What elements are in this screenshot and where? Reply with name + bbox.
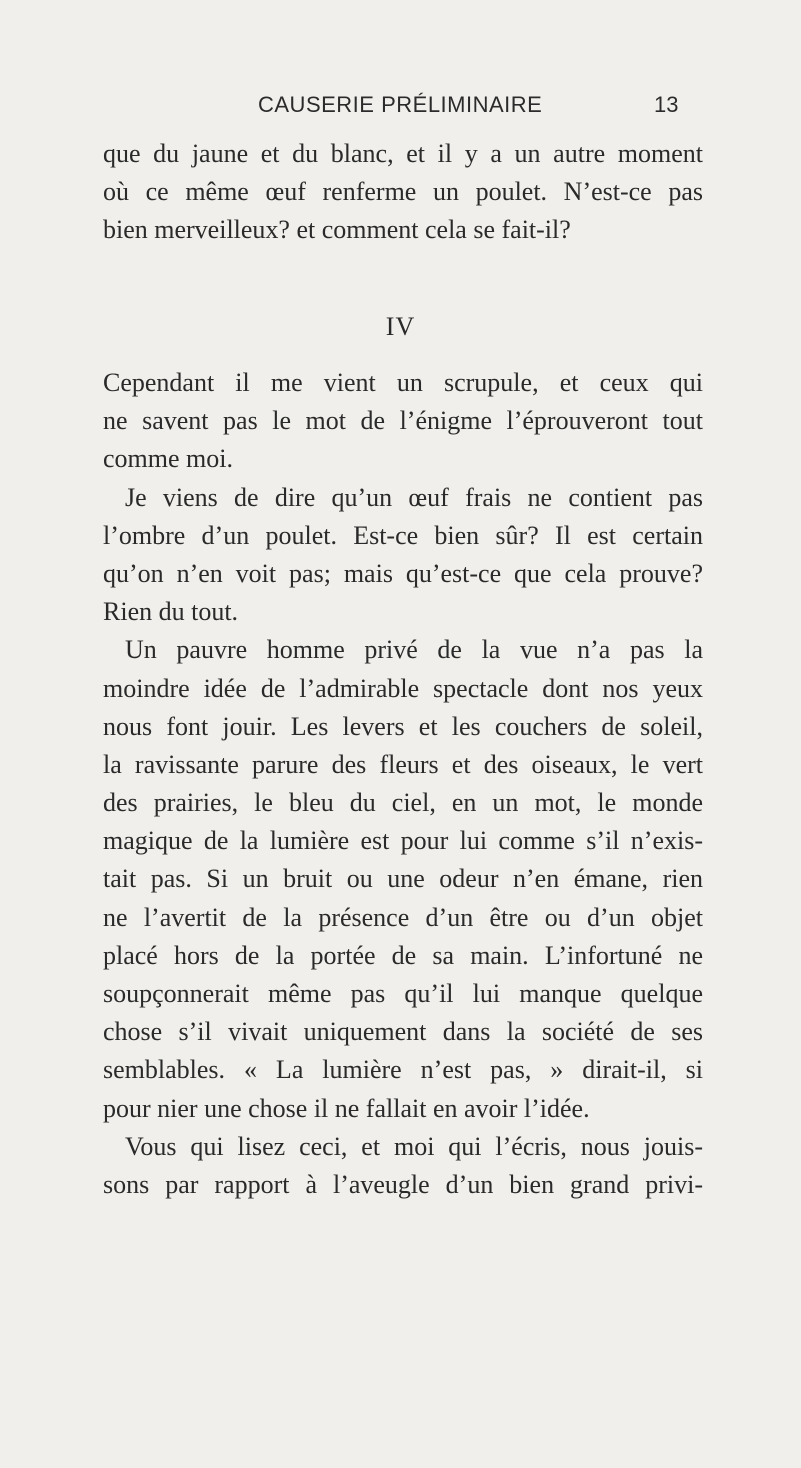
section-number: IV xyxy=(385,312,416,341)
text-line: soupçonnerait même pas qu’il lui manque quelque xyxy=(103,979,703,1008)
text-line: des prairies, le bleu du ciel, en un mot, le monde xyxy=(103,788,703,818)
text-line: ne l’avertit de la présence d’un être ou d’un objet xyxy=(103,902,703,932)
running-head xyxy=(0,86,801,126)
intro-paragraph xyxy=(103,135,703,250)
text-line: l’ombre d’un poulet. Est-ce bien sûr? Il est certain xyxy=(103,520,703,550)
text-line: pour nier une chose il ne fallait en avoir l’idée. xyxy=(103,1093,590,1123)
text-line: tait pas. Si un bruit ou une odeur n’en émane, rien xyxy=(103,864,703,894)
text-line: ne savent pas le mot de l’énigme l’éprouveront tout xyxy=(103,406,703,436)
text-line: placé hors de la portée de sa main. L’infortuné ne xyxy=(103,940,703,970)
text-line: Rien du tout. xyxy=(103,597,239,627)
text-line: semblables. « La lumière n’est pas, » dirait-il, si xyxy=(103,1055,703,1085)
text-line: où ce même œuf renferme un poulet. N’est-ce pas xyxy=(103,177,703,207)
running-title: CAUSERIE PRÉLIMINAIRE xyxy=(258,92,543,117)
text-line: moindre idée de l’admirable spectacle dont nos yeux xyxy=(103,673,703,703)
text-line: qu’on n’en voit pas; mais qu’est-ce que cela prouve? xyxy=(103,558,703,588)
text-line: Je viens de dire qu’un œuf frais ne contient pas xyxy=(125,482,703,512)
text-line: Vous qui lisez ceci, et moi qui l’écris, nous jouis- xyxy=(125,1131,703,1161)
text-line: Un pauvre homme privé de la vue n’a pas la xyxy=(125,635,703,665)
text-line: Cependant il me vient un scrupule, et ceux qui xyxy=(103,368,703,397)
text-line: nous font jouir. Les levers et les couchers de soleil, xyxy=(103,711,703,741)
page-number: 13 xyxy=(654,92,679,117)
text-line: sons par rapport à l’aveugle d’un bien grand privi- xyxy=(103,1169,703,1199)
text-line: chose s’il vivait uniquement dans la société de ses xyxy=(103,1017,703,1047)
section-body xyxy=(103,364,703,1204)
text-line: magique de la lumière est pour lui comme s’il n’exis- xyxy=(103,826,703,856)
text-line: la ravissante parure des fleurs et des oiseaux, le vert xyxy=(103,749,703,779)
text-line: que du jaune et du blanc, et il y a un autre moment xyxy=(103,139,703,168)
text-line: bien merveilleux? et comment cela se fait-il? xyxy=(103,215,571,245)
text-line: comme moi. xyxy=(103,444,233,474)
